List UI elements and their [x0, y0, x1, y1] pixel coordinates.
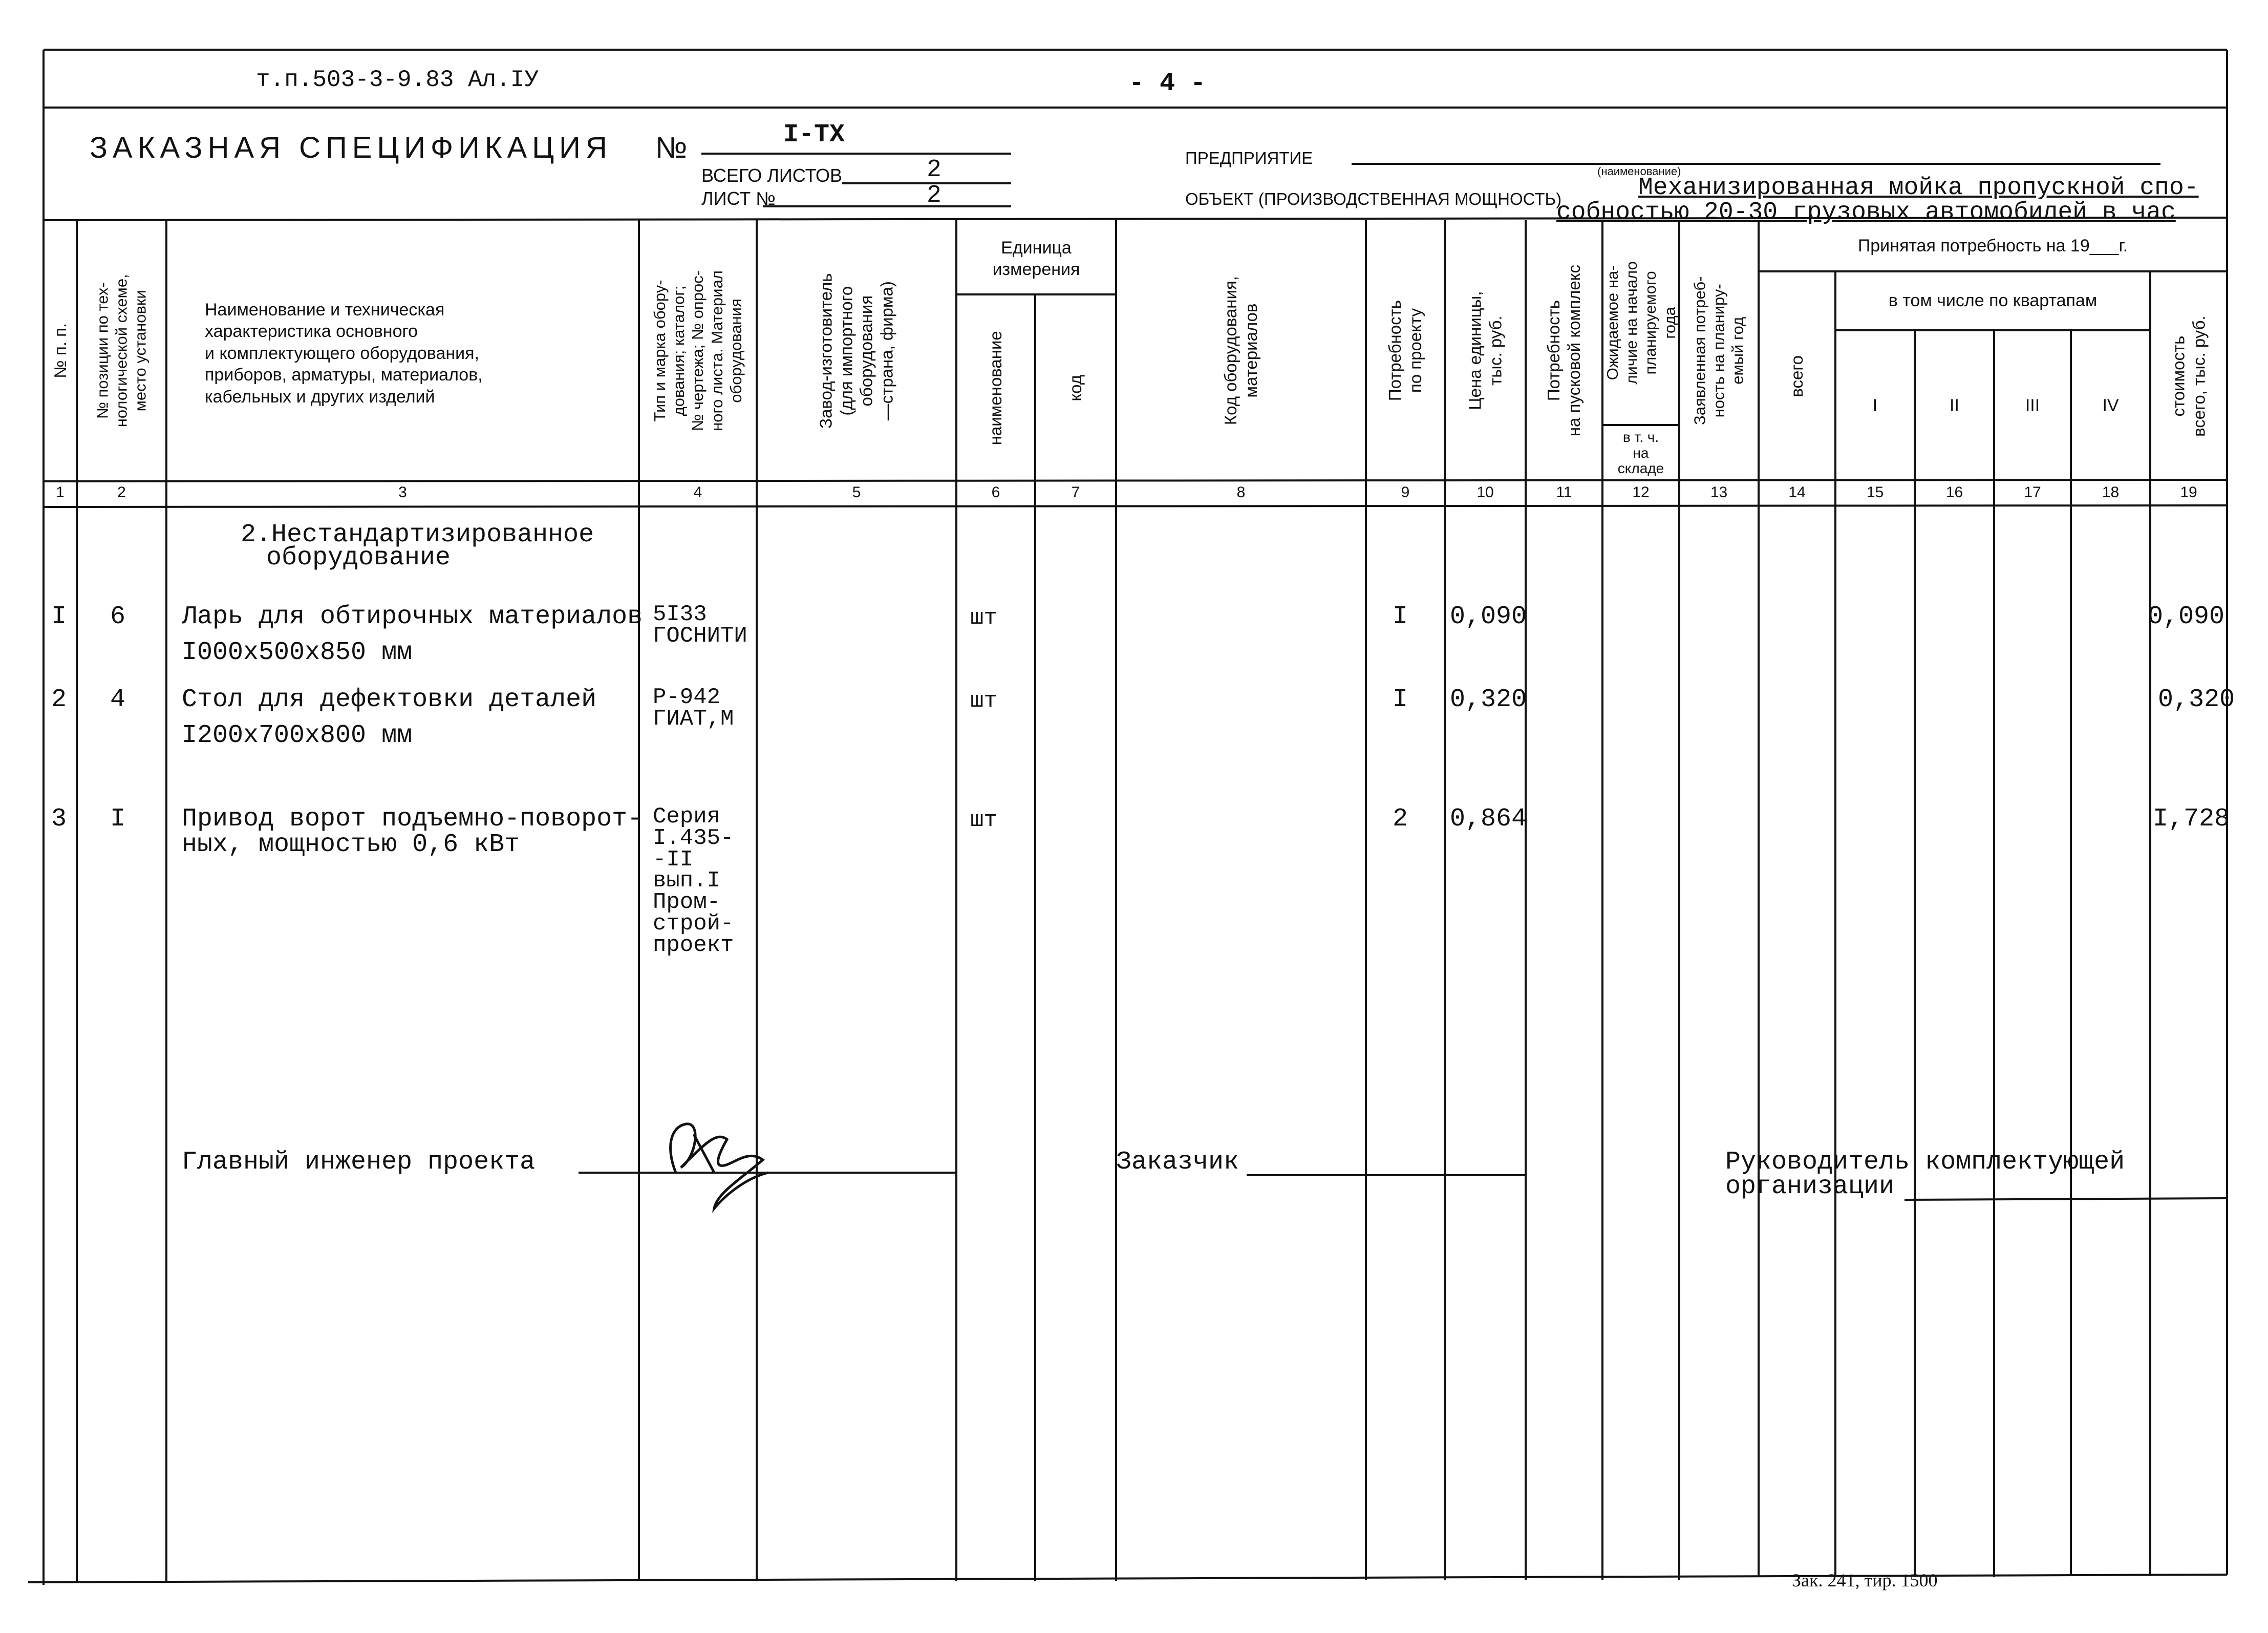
header-col12-warehouse: в т. ч. на складе: [1617, 429, 1664, 477]
header-col8: Код оборудования, материалов: [1221, 276, 1260, 426]
header-col14: всего: [1787, 355, 1807, 397]
sheet-number: 2: [927, 182, 942, 209]
supplier-label-2: организации: [1725, 1172, 1895, 1201]
col-number: 16: [1945, 484, 1963, 501]
row1-name: Ларь для обтирочных материалов: [182, 602, 643, 631]
row2-number: 2: [51, 685, 67, 714]
row2-price: 0,320: [1450, 685, 1527, 714]
chief-engineer-label: Главный инженер проекта: [182, 1148, 536, 1177]
col-number: 14: [1788, 484, 1806, 501]
document-reference: т.п.503-3-9.83 Ал.IУ: [256, 67, 539, 93]
header-col4: Тип и марка обору- дования; каталог; № чертежа; № опрос- ного листа. Материал оборудования: [651, 270, 745, 431]
header-quarters: в том числе по квартапам: [1888, 291, 2098, 311]
row2-size: I200x700x800 мм: [182, 721, 413, 750]
enterprise-hint: (наименование): [1597, 165, 1681, 178]
header-unit: Единица измерения: [992, 238, 1080, 279]
col-number: 13: [1710, 484, 1728, 501]
row1-unit: шт: [970, 605, 997, 631]
row3-number: 3: [51, 804, 67, 834]
header-col5: Завод-изготовитель (для импортного оборудования —страна, фирма): [816, 273, 896, 429]
row3-qty: 2: [1393, 804, 1408, 834]
col-number: 19: [2180, 484, 2197, 501]
header-col1: № п. п.: [50, 323, 70, 378]
col-number: 18: [2102, 484, 2120, 501]
row3-position: I: [110, 804, 126, 834]
page-title: ЗАКАЗНАЯ СПЕЦИФИКАЦИЯ: [90, 131, 612, 164]
col-number: 11: [1556, 484, 1572, 501]
supplier-label: Руководитель комплектующей: [1725, 1148, 2125, 1177]
signature-mark: [671, 1124, 768, 1208]
row1-number: I: [51, 602, 67, 631]
total-sheets: 2: [927, 156, 942, 184]
row1-price: 0,090: [1450, 602, 1527, 631]
section-title: 2.Нестандартизированное: [241, 520, 594, 549]
header-col11: Потребность на пусковой комплекс: [1544, 265, 1584, 437]
print-info: Зак. 241, тир. 1500: [1792, 1570, 1938, 1590]
header-q2: II: [1950, 396, 1959, 416]
header-col13: Заявленная потреб- ность на планиру- емый год: [1691, 276, 1747, 426]
header-col6: наименование: [986, 330, 1005, 446]
col-number: 7: [1071, 484, 1080, 501]
header-accepted-needs: Принятая потребность на 19___г.: [1857, 236, 2128, 256]
row1-qty: I: [1393, 602, 1408, 631]
customer-label: Заказчик: [1116, 1148, 1239, 1177]
object-value-line2: собностью 20-30 грузовых автомобилей в час: [1556, 199, 2176, 226]
row3-price: 0,864: [1450, 804, 1527, 834]
spec-number: I-TX: [783, 120, 845, 150]
header-q1: I: [1872, 396, 1878, 416]
col-number: 3: [398, 484, 407, 501]
row2-type: Р-942 ГИАТ,М: [653, 685, 734, 732]
enterprise-label: ПРЕДПРИЯТИЕ: [1185, 149, 1313, 167]
row2-cost: 0,320: [2158, 685, 2235, 714]
row3-type: Серия I.435- -II вып.I Пром- строй- проект: [653, 804, 734, 958]
row3-cost: I,728: [2153, 804, 2230, 834]
col-number: 4: [693, 484, 702, 501]
header-col10: Цена единицы, тыс. руб.: [1465, 291, 1505, 411]
row3-unit: шт: [970, 808, 997, 833]
col-number: 2: [117, 484, 126, 501]
col-number: 5: [852, 484, 861, 501]
header-q4: IV: [2102, 396, 2119, 416]
col-number: 1: [56, 484, 65, 501]
col-number: 17: [2024, 484, 2041, 501]
header-q3: III: [2025, 396, 2040, 416]
spec-number-label: №: [655, 131, 688, 164]
col-number: 6: [991, 484, 1000, 501]
row1-type: 5I33 ГОСНИТИ: [653, 602, 747, 649]
col-number: 15: [1866, 484, 1884, 501]
object-value-line1: Механизированная мойка пропускной спо-: [1638, 174, 2199, 202]
row1-position: 6: [110, 602, 126, 631]
page-number: - 4 -: [1129, 69, 1206, 98]
row3-power: ных, мощностью 0,6 кВт: [182, 830, 520, 859]
sheet-label: ЛИСТ №: [701, 188, 776, 209]
header-col12: Ожидаемое на- личие на начало планируемого года: [1603, 261, 1679, 385]
section-subtitle: оборудование: [266, 543, 451, 572]
row1-size: I000x500x850 мм: [182, 638, 413, 667]
col-number: 8: [1236, 484, 1246, 501]
header-col2: № позиции по тех- нологической схеме, место установки: [93, 274, 150, 428]
row2-name: Стол для дефектовки деталей: [182, 685, 597, 714]
header-col7: код: [1066, 374, 1085, 401]
total-sheets-label: ВСЕГО ЛИСТОВ: [701, 165, 842, 186]
row2-unit: шт: [970, 688, 997, 714]
col-number: 10: [1477, 484, 1494, 501]
col-number: 12: [1632, 484, 1650, 501]
row2-qty: I: [1393, 685, 1408, 714]
row3-name: Привод ворот подъемно-поворот-: [182, 804, 643, 834]
header-col9: Потребность по проекту: [1385, 300, 1425, 401]
header-col19: стоимость всего, тыс. руб.: [2169, 315, 2209, 437]
col-number: 9: [1401, 484, 1410, 501]
header-col3: Наименование и техническая характеристика основного и комплектующего оборудования, приборов, арматуры, материалов, кабельных и других изделий: [205, 300, 483, 407]
row2-position: 4: [110, 685, 126, 714]
row1-cost: 0,090: [2148, 602, 2225, 631]
object-label: ОБЪЕКТ (ПРОИЗВОДСТВЕННАЯ МОЩНОСТЬ): [1185, 189, 1562, 208]
